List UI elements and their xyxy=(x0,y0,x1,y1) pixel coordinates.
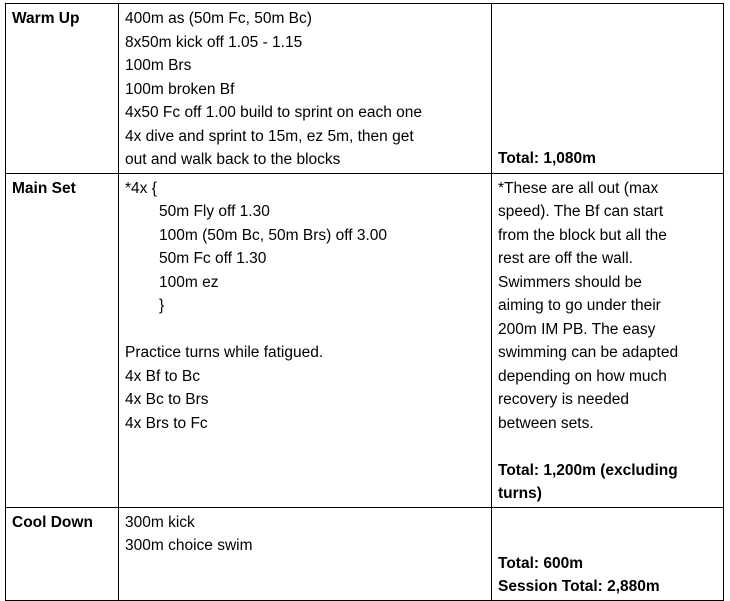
warm-up-content-cell xyxy=(119,4,492,174)
main-set-inner-line: 100m ez xyxy=(159,273,219,291)
cool-down-total: Total: 600m xyxy=(498,554,583,572)
warm-up-line: 4x dive and sprint to 15m, ez 5m, then get xyxy=(125,127,414,145)
main-set-inner-line: 50m Fc off 1.30 xyxy=(159,250,267,267)
cool-down-content-cell xyxy=(119,507,492,600)
main-set-open: *4x { xyxy=(125,179,157,197)
main-set-note-line: depending on how much xyxy=(498,367,667,385)
main-set-total-cont: turns) xyxy=(498,485,542,502)
main-set-note-line: *These are all out (max xyxy=(498,179,659,197)
warm-up-total: Total: 1,080m xyxy=(498,149,596,167)
warm-up-line: 8x50m kick off 1.05 - 1.15 xyxy=(125,33,303,51)
cool-down-line: 300m choice swim xyxy=(125,537,253,554)
main-set-note-line: aiming to go under their xyxy=(498,297,661,314)
cool-down-notes-cell xyxy=(492,507,724,600)
spacer xyxy=(125,318,485,342)
main-set-note-line: swimming can be adapted xyxy=(498,344,679,361)
warm-up-line: out and walk back to the blocks xyxy=(125,151,341,168)
turns-intro: Practice turns while fatigued. xyxy=(125,344,324,361)
main-set-content-cell xyxy=(119,173,492,507)
warm-up-label-cell xyxy=(6,4,119,174)
cool-down-label-cell xyxy=(6,507,119,600)
turns-line: 4x Bc to Brs xyxy=(125,391,209,408)
main-set-notes-cell xyxy=(492,173,724,507)
spacer xyxy=(498,435,717,459)
warm-up-line: 400m as (50m Fc, 50m Bc) xyxy=(125,10,312,27)
main-set-note-line: from the block but all the xyxy=(498,226,667,244)
warm-up-row xyxy=(6,4,724,174)
turns-line: 4x Brs to Fc xyxy=(125,414,208,432)
session-total: Session Total: 2,880m xyxy=(498,578,660,595)
main-set-inner-line: 100m (50m Bc, 50m Brs) off 3.00 xyxy=(159,226,388,244)
cool-down-row xyxy=(6,507,724,600)
main-set-inner-line: 50m Fly off 1.30 xyxy=(159,203,270,220)
main-set-note-line: between sets. xyxy=(498,414,594,432)
warm-up-line: 100m Brs xyxy=(125,57,192,74)
main-set-note-line: Swimmers should be xyxy=(498,273,642,291)
warm-up-label: Warm Up xyxy=(12,10,80,27)
main-set-row xyxy=(6,173,724,507)
cool-down-line: 300m kick xyxy=(125,513,195,531)
warm-up-notes-cell xyxy=(492,4,724,174)
main-set-note-line: rest are off the wall. xyxy=(498,250,633,267)
turns-line: 4x Bf to Bc xyxy=(125,367,200,385)
main-set-total: Total: 1,200m (excluding xyxy=(498,461,678,479)
warm-up-line: 100m broken Bf xyxy=(125,80,235,98)
warm-up-line: 4x50 Fc off 1.00 build to sprint on each one xyxy=(125,104,422,121)
cool-down-label: Cool Down xyxy=(12,513,93,531)
session-plan-table xyxy=(5,3,724,601)
main-set-label-cell xyxy=(6,173,119,507)
main-set-note-line: 200m IM PB. The easy xyxy=(498,320,656,338)
main-set-note-line: speed). The Bf can start xyxy=(498,203,664,220)
main-set-label: Main Set xyxy=(12,179,76,197)
main-set-close: } xyxy=(159,297,165,314)
main-set-note-line: recovery is needed xyxy=(498,391,629,408)
